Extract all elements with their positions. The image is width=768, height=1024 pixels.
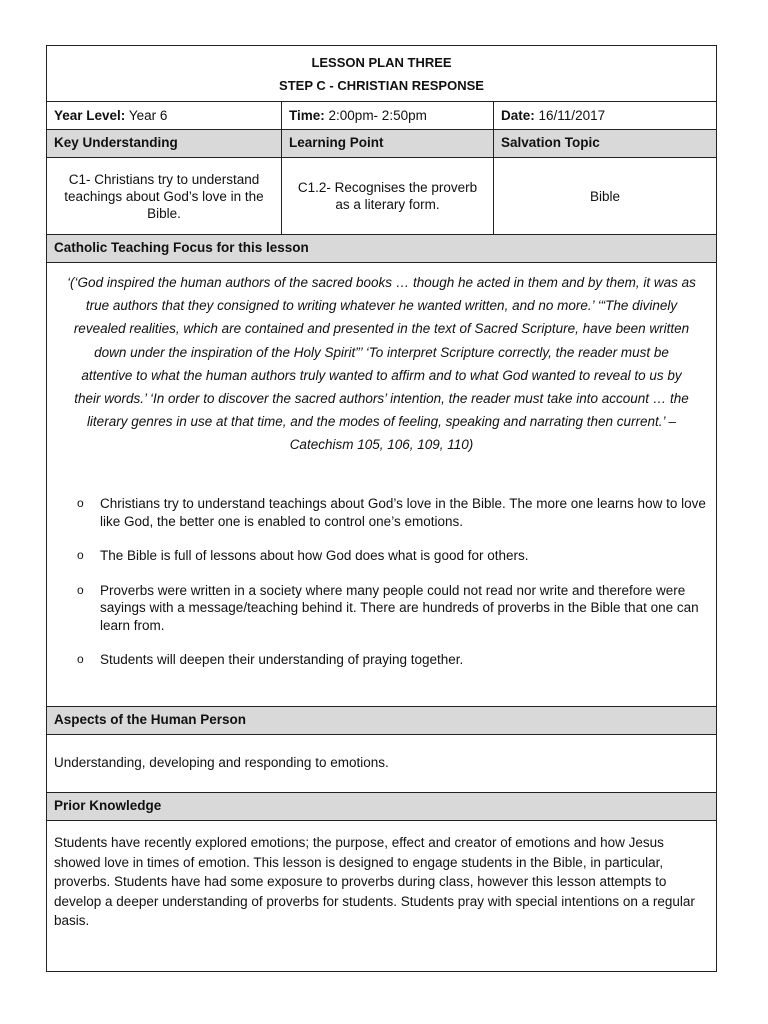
key-understanding-header: Key Understanding	[54, 135, 178, 150]
list-item	[47, 547, 716, 565]
date-value: 16/11/2017	[538, 108, 606, 123]
year-level-label: Year Level:	[54, 108, 126, 123]
bullet-marker: o	[77, 582, 84, 597]
bullet-text: Christians try to understand teachings about God’s love in the Bible. The more one learns how to love like God, the better one is enabled to control one’s emotions.	[100, 496, 706, 529]
salvation-topic-text: Bible	[493, 158, 716, 234]
salvation-topic-header: Salvation Topic	[493, 130, 716, 157]
date-cell	[493, 102, 716, 129]
title-row	[47, 46, 716, 102]
list-item	[47, 651, 716, 669]
year-level-value: Year 6	[128, 108, 168, 123]
date-label: Date:	[501, 108, 535, 123]
year-level-cell	[47, 102, 281, 129]
info-row	[47, 102, 716, 130]
list-item	[47, 495, 716, 530]
time-cell	[281, 102, 493, 129]
bullet-text: The Bible is full of lessons about how God does what is good for others.	[100, 548, 529, 563]
time-value: 2:00pm- 2:50pm	[328, 108, 427, 123]
key-understanding-text: C1- Christians try to understand teachings about God’s love in the Bible.	[64, 171, 264, 221]
bullet-marker: o	[77, 652, 84, 666]
bullet-marker: o	[77, 548, 84, 562]
aspects-text: Understanding, developing and responding to emotions.	[54, 755, 389, 770]
prior-knowledge-body	[47, 821, 716, 971]
lesson-plan-table	[46, 45, 717, 972]
teaching-bullet-list	[47, 495, 716, 686]
lesson-step: STEP C - CHRISTIAN RESPONSE	[279, 78, 484, 93]
time-label: Time:	[289, 108, 325, 123]
columns-header-row	[47, 130, 716, 158]
catechism-quote: ‘(‘God inspired the human authors of the sacred books … though he acted in them and by them, it was as true authors that they consigned to writing whatever he wanted written, and no more.’ ‘“The divinely revealed realities, which are contained and presented in the text of Sacred Scripture, have been written down under the inspiration of the Holy Spirit”’ ‘To interpret Scripture correctly, the reader must be attentive to what the human authors truly wanted to affirm and to what God wanted to reveal to us by their words.’ ‘In order to discover the sacred authors’ intention, the reader must take into account … the literary genres in use at that time, and the modes of feeling, speaking and narrating then current.’ – Catechism 105, 106, 109, 110)	[67, 275, 696, 453]
list-item	[47, 582, 716, 635]
bullet-text: Students will deepen their understanding of praying together.	[100, 652, 464, 667]
prior-knowledge-heading: Prior Knowledge	[47, 793, 716, 821]
aspects-body	[47, 735, 716, 793]
catholic-teaching-body	[47, 263, 716, 707]
bullet-marker: o	[77, 496, 84, 510]
learning-point-header: Learning Point	[281, 130, 493, 157]
learning-point-text: C1.2- Recognises the proverb as a literary form.	[281, 158, 493, 234]
lesson-title: LESSON PLAN THREE	[311, 55, 452, 70]
columns-content-row	[47, 158, 716, 235]
bullet-text: Proverbs were written in a society where many people could not read nor write and therefore were sayings with a message/teaching behind it. There are hundreds of proverbs in the Bible that one can learn from.	[100, 582, 699, 633]
catholic-teaching-heading: Catholic Teaching Focus for this lesson	[47, 235, 716, 263]
aspects-heading: Aspects of the Human Person	[47, 707, 716, 735]
prior-knowledge-text: Students have recently explored emotions; the purpose, effect and creator of emotions and how Jesus showed love in times of emotion. This lesson is designed to engage students in the Bible, in particular, proverbs. Students have had some exposure to proverbs during class, however this lesson attempts to develop a deeper understanding of proverbs for students. Students pray with special intentions on a regular basis.	[54, 835, 695, 928]
